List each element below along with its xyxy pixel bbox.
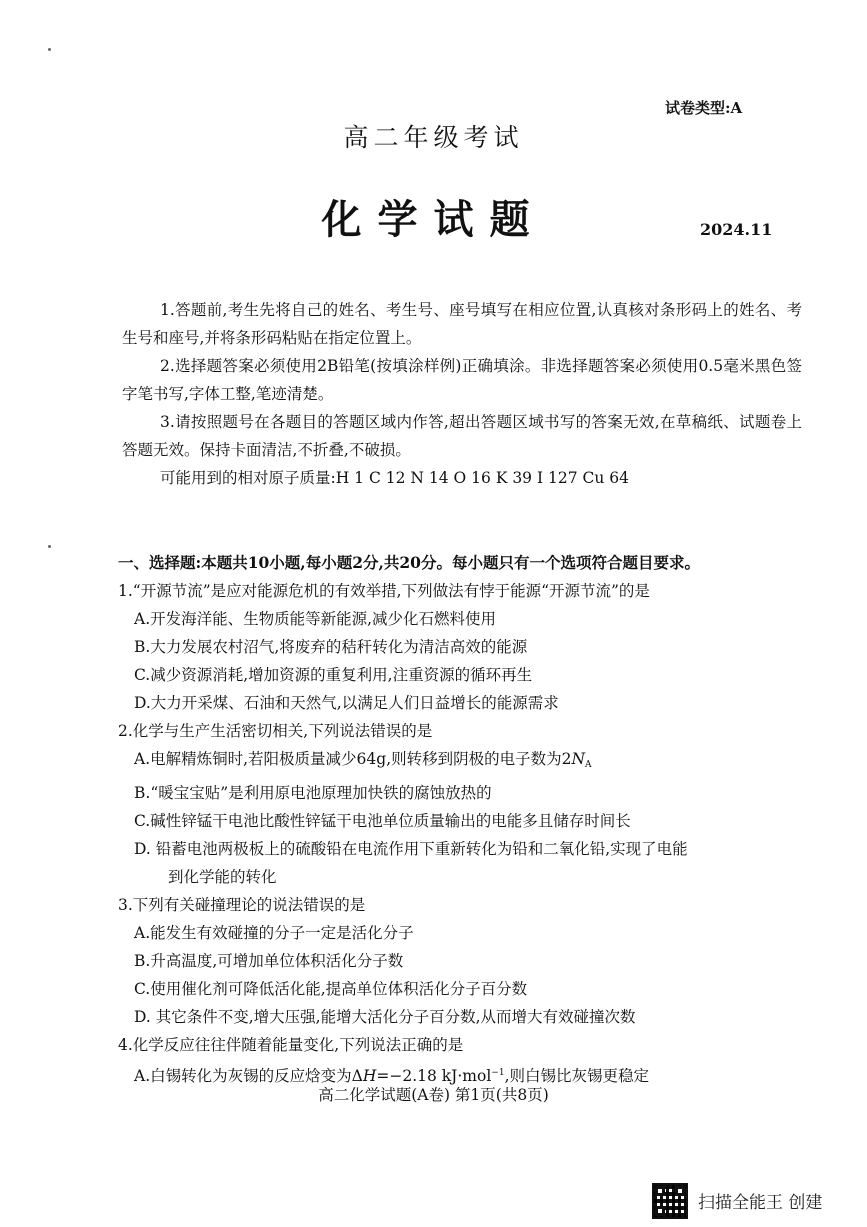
question-2-option-a <box>118 745 808 779</box>
qr-finder-icon <box>675 1186 685 1196</box>
question-1-option-a: A.开发海洋能、生物质能等新能源,减少化石燃料使用 <box>134 610 497 628</box>
notice-item-2: 2.选择题答案必须使用2B铅笔(按填涂样例)正确填涂。非选择题答案必须使用0.5毫米黑色签字笔书写,字体工整,笔迹清楚。 <box>122 357 802 403</box>
question-4-option-a-mid: =−2.18 kJ·mol <box>376 1067 492 1085</box>
scanner-watermark: 扫描全能王 创建 <box>698 1193 823 1213</box>
question-2-option-b: B.“暖宝宝贴”是利用原电池原理加快铁的腐蚀放热的 <box>134 784 492 802</box>
avogadro-symbol: N <box>571 750 586 768</box>
question-3-option-c: C.使用催化剂可降低活化能,提高单位体积活化分子百分数 <box>134 980 528 998</box>
question-1-stem: 1.“开源节流”是应对能源危机的有效举措,下列做法有悖于能源“开源节流”的是 <box>118 582 650 600</box>
enthalpy-symbol: H <box>362 1067 377 1085</box>
question-2-option-c: C.碱性锌锰干电池比酸性锌锰干电池单位质量输出的电能多且储存时间长 <box>134 812 631 830</box>
question-1-option-c: C.减少资源消耗,增加资源的重复利用,注重资源的循环再生 <box>134 666 533 684</box>
question-2-option-d <box>118 835 808 891</box>
qr-code-icon <box>652 1183 688 1219</box>
qr-finder-icon <box>655 1186 665 1196</box>
question-4-stem: 4.化学反应往往伴随着能量变化,下列说法正确的是 <box>118 1036 464 1054</box>
scan-speck <box>48 545 51 548</box>
section-heading: 一、选择题:本题共10小题,每小题2分,共20分。每小题只有一个选项符合题目要求。 <box>118 553 700 572</box>
notice-block <box>122 296 802 492</box>
exam-date: 2024.11 <box>700 220 773 239</box>
question-1-option-d: D.大力开采煤、石油和天然气,以满足人们日益增长的能源需求 <box>134 694 559 712</box>
question-3-option-b: B.升高温度,可增加单位体积活化分子数 <box>134 952 404 970</box>
avogadro-subscript: A <box>585 760 592 770</box>
atomic-masses: 可能用到的相对原子质量:H 1 C 12 N 14 O 16 K 39 I 127 Cu 64 <box>160 469 630 487</box>
exam-title: 高二年级考试 <box>343 123 524 152</box>
unit-superscript: −1 <box>491 1068 505 1078</box>
question-3-option-a: A.能发生有效碰撞的分子一定是活化分子 <box>134 924 414 942</box>
question-1-option-b: B.大力发展农村沼气,将废弃的秸秆转化为清洁高效的能源 <box>134 638 528 656</box>
question-2-option-d-line2: 到化学能的转化 <box>168 868 277 886</box>
question-3-option-d: D. 其它条件不变,增大压强,能增大活化分子百分数,从而增大有效碰撞次数 <box>134 1008 636 1026</box>
question-4-option-a-post: ,则白锡比灰锡更稳定 <box>504 1067 650 1085</box>
paper-type-label: 试卷类型:A <box>665 99 743 117</box>
question-2-option-d-line1: D. 铅蓄电池两极板上的硫酸铅在电流作用下重新转化为铅和二氧化铅,实现了电能 <box>134 840 688 858</box>
qr-finder-icon <box>655 1206 665 1216</box>
notice-item-1: 1.答题前,考生先将自己的姓名、考生号、座号填写在相应位置,认真核对条形码上的姓名、考生号和座号,并将条形码粘贴在指定位置上。 <box>122 301 802 347</box>
question-2-option-a-text: A.电解精炼铜时,若阳极质量减少64g,则转移到阴极的电子数为2 <box>134 750 572 768</box>
subject-title: 化学试题 <box>321 196 546 243</box>
question-3-stem: 3.下列有关碰撞理论的说法错误的是 <box>118 896 366 914</box>
page-footer: 高二化学试题(A卷) 第1页(共8页) <box>318 1086 549 1104</box>
questions-block <box>118 549 808 1090</box>
question-4-option-a-pre: A.白锡转化为灰锡的反应焓变为Δ <box>134 1067 363 1085</box>
scan-speck <box>48 48 51 51</box>
notice-item-3: 3.请按照题号在各题目的答题区域内作答,超出答题区域书写的答案无效,在草稿纸、试题卷上答题无效。保持卡面清洁,不折叠,不破损。 <box>122 413 802 459</box>
question-2-stem: 2.化学与生产生活密切相关,下列说法错误的是 <box>118 722 433 740</box>
